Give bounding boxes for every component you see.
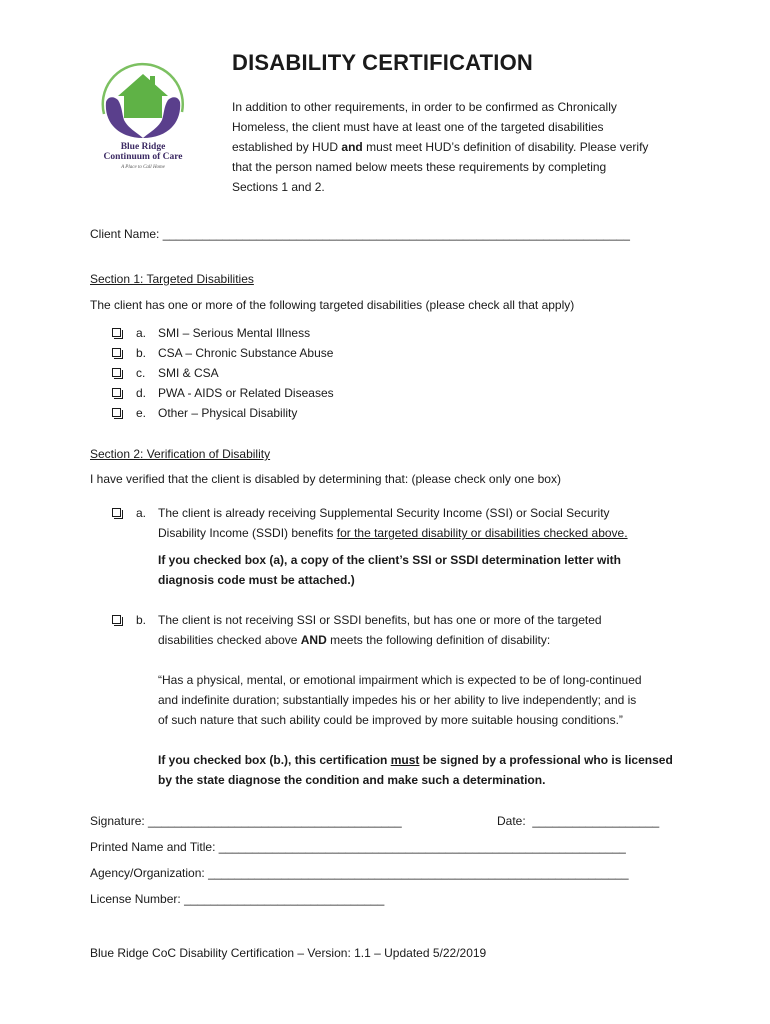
logo-org-line2: Continuum of Care — [103, 152, 183, 162]
client-name-line[interactable]: ______________________________________________________________________ — [162, 227, 630, 241]
printed-name-line[interactable]: _____________________________________________________________ — [218, 840, 626, 854]
definition-quote-line1: “Has a physical, mental, or emotional impairment which is expected to be of long-continued — [158, 673, 642, 687]
definition-quote-line3: of such nature that such ability could be improved by more suitable housing conditions.” — [158, 713, 623, 727]
section1-instruction: The client has one or more of the following targeted disabilities (please check all that apply) — [90, 298, 575, 312]
blue-ridge-coc-logo — [88, 52, 198, 182]
section1-heading: Section 1: Targeted Disabilities — [90, 272, 254, 286]
agency-line[interactable]: _______________________________________________________________ — [208, 866, 629, 880]
item-letter-c: c. — [136, 366, 146, 380]
option-a-note2: diagnosis code must be attached.) — [158, 573, 355, 587]
definition-quote-line2: and indefinite duration; substantially impedes his or her ability to live independently; and is — [158, 693, 637, 707]
intro-line-5: Sections 1 and 2. — [232, 180, 325, 194]
house-shape — [118, 74, 168, 118]
printed-name-label: Printed Name and Title: — [90, 840, 216, 854]
option-a-letter: a. — [136, 506, 147, 520]
license-number-line[interactable]: ______________________________ — [184, 892, 385, 906]
option-a-line1: The client is already receiving Supplemental Security Income (SSI) or Social Security — [158, 506, 610, 520]
checkbox-smi[interactable] — [112, 328, 121, 337]
option-b-letter: b. — [136, 613, 147, 627]
agency-field[interactable] — [90, 863, 629, 883]
date-field[interactable] — [497, 811, 659, 831]
signature-field[interactable] — [90, 811, 402, 831]
option-b-line1: The client is not receiving SSI or SSDI benefits, but has one or more of the targeted — [158, 613, 602, 627]
license-number-field[interactable] — [90, 889, 384, 909]
section2-heading: Section 2: Verification of Disability — [90, 447, 271, 461]
item-letter-e: e. — [136, 406, 147, 420]
agency-label: Agency/Organization: — [90, 866, 205, 880]
item-label-smi-csa: SMI & CSA — [158, 366, 219, 380]
license-number-label: License Number: — [90, 892, 181, 906]
date-line[interactable]: ___________________ — [532, 814, 660, 828]
section2-instruction: I have verified that the client is disabled by determining that: (please check only one box) — [90, 472, 561, 486]
intro-line-2: Homeless, the client must have at least one of the targeted disabilities — [232, 120, 604, 134]
item-letter-a: a. — [136, 326, 147, 340]
option-b-line2: disabilities checked above AND meets the following definition of disability: — [158, 633, 551, 647]
logo-org-line1: Blue Ridge — [120, 142, 166, 152]
checkbox-pwa[interactable] — [112, 388, 121, 397]
item-label-pwa: PWA - AIDS or Related Diseases — [158, 386, 334, 400]
intro-line-1: In addition to other requirements, in order to be confirmed as Chronically — [232, 100, 617, 114]
item-label-other: Other – Physical Disability — [158, 406, 298, 420]
item-letter-b: b. — [136, 346, 147, 360]
intro-line-3: established by HUD and must meet HUD’s definition of disability. Please verify — [232, 140, 649, 154]
date-label: Date: — [497, 814, 526, 828]
page-title: DISABILITY CERTIFICATION — [232, 50, 533, 75]
printed-name-field[interactable] — [90, 837, 626, 857]
checkbox-smi-csa[interactable] — [112, 368, 121, 377]
intro-line-4: that the person named below meets these requirements by completing — [232, 160, 607, 174]
client-name-label: Client Name: — [90, 227, 160, 241]
client-name-field[interactable] — [90, 224, 630, 244]
item-label-smi: SMI – Serious Mental Illness — [158, 326, 311, 340]
signature-label: Signature: — [90, 814, 145, 828]
option-b-note1: If you checked box (b.), this certification must be signed by a professional who is licensed — [158, 753, 673, 767]
option-a-line2: Disability Income (SSDI) benefits for the targeted disability or disabilities checked above. — [158, 526, 628, 540]
item-label-csa: CSA – Chronic Substance Abuse — [158, 346, 334, 360]
item-letter-d: d. — [136, 386, 147, 400]
checkbox-csa[interactable] — [112, 348, 121, 357]
option-b-note2: by the state diagnose the condition and make such a determination. — [158, 773, 546, 787]
option-a-note1: If you checked box (a), a copy of the client’s SSI or SSDI determination letter with — [158, 553, 621, 567]
checkbox-option-a[interactable] — [112, 508, 121, 517]
footer-version: Blue Ridge CoC Disability Certification – Version: 1.1 – Updated 5/22/2019 — [90, 946, 487, 960]
signature-line[interactable]: ______________________________________ — [148, 814, 402, 828]
house-chimney — [150, 76, 155, 86]
logo-tagline: A Place to Call Home — [121, 165, 165, 170]
checkbox-other[interactable] — [112, 408, 121, 417]
checkbox-option-b[interactable] — [112, 615, 121, 624]
